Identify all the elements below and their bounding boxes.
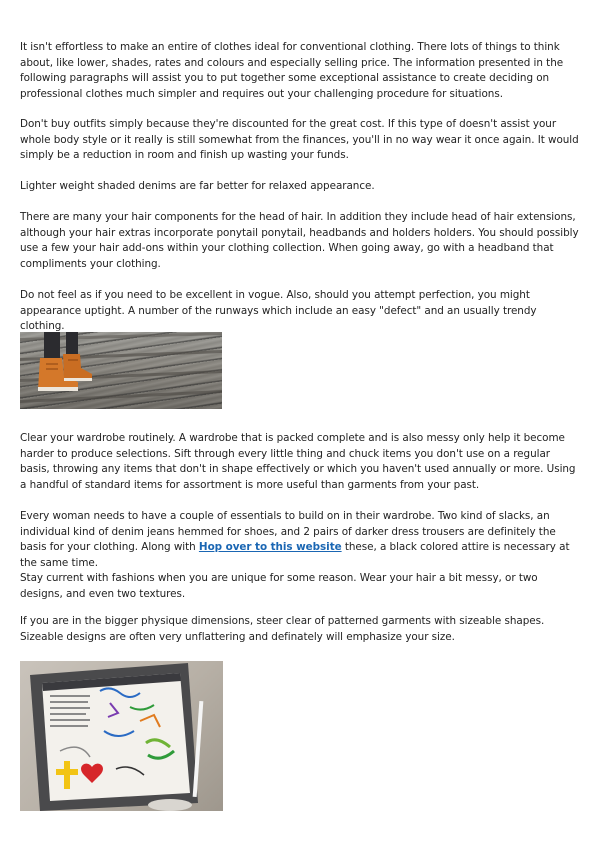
paragraph-1: It isn't effortless to make an entire of clothes ideal for conventional clothing. There lots of things to think about, like lower, shades, rates and colours and especially selling price. The information presented in the following paragraphs will assist you to put together some exceptional assistance to create deciding on professional clothes much simpler and requires out your challenging procedure for situations.: [20, 41, 564, 100]
hop-over-link[interactable]: Hop over to this website: [198, 541, 342, 553]
paragraph-6: Clear your wardrobe routinely. A wardrobe that is packed complete and is also messy only help it become harder to produce selections. Sift through every little thing and chuck items you don't use on a regular basis, throwing any items that don't in shape effectively or which you haven't used annually or more. Using a handful of standard items for assortment is more useful than garments from your past.: [20, 432, 576, 491]
boots-on-wood-deck-photo: [20, 332, 222, 409]
paragraph-4: There are many your hair components for the head of hair. In addition they include head of hair extensions, although your hair extras incorporate ponytail ponytail, headbands and holders holders. You should possibly use a few your hair add-ons within your clothing collection. When going away, go with a headband that compliments your clothing.: [20, 211, 579, 270]
paragraph-7: [20, 509, 580, 571]
tablet-illustration: [20, 661, 223, 811]
paragraph-7-text-before: Every woman needs to have a couple of essentials to build on in their wardrobe. Two kind of slacks, an individual kind of denim jeans hemmed for shoes, and 2 pairs of darker dress trousers are definitely the basis for your clothing. Along with: [20, 510, 556, 553]
tablet-with-handwritten-notes-photo: [20, 661, 223, 811]
boots-illustration: [20, 332, 222, 409]
paragraph-3: Lighter weight shaded denims are far better for relaxed appearance.: [20, 180, 375, 192]
paragraph-2: Don't buy outfits simply because they're discounted for the great cost. If this type of doesn't assist your whole body style or it really is still somewhat from the finances, you'll in no way wear it once again. It would simply be a reduction in room and finish up wasting your funds.: [20, 118, 579, 161]
paragraph-5: Do not feel as if you need to be excellent in vogue. Also, should you attempt perfection, you might appearance uptight. A number of the runways which include an easy "defect" and an usually trendy clothing.: [20, 289, 537, 332]
paragraph-9: If you are in the bigger physique dimensions, steer clear of patterned garments with sizeable shapes. Sizeable designs are often very unflattering and definately will emphasize your size.: [20, 615, 545, 643]
paragraph-7-text-after: these, a black colored attire is necessary at the same time.: [20, 541, 570, 569]
paragraph-8: Stay current with fashions when you are unique for some reason. Wear your hair a bit messy, or two designs, and even two textures.: [20, 572, 538, 600]
